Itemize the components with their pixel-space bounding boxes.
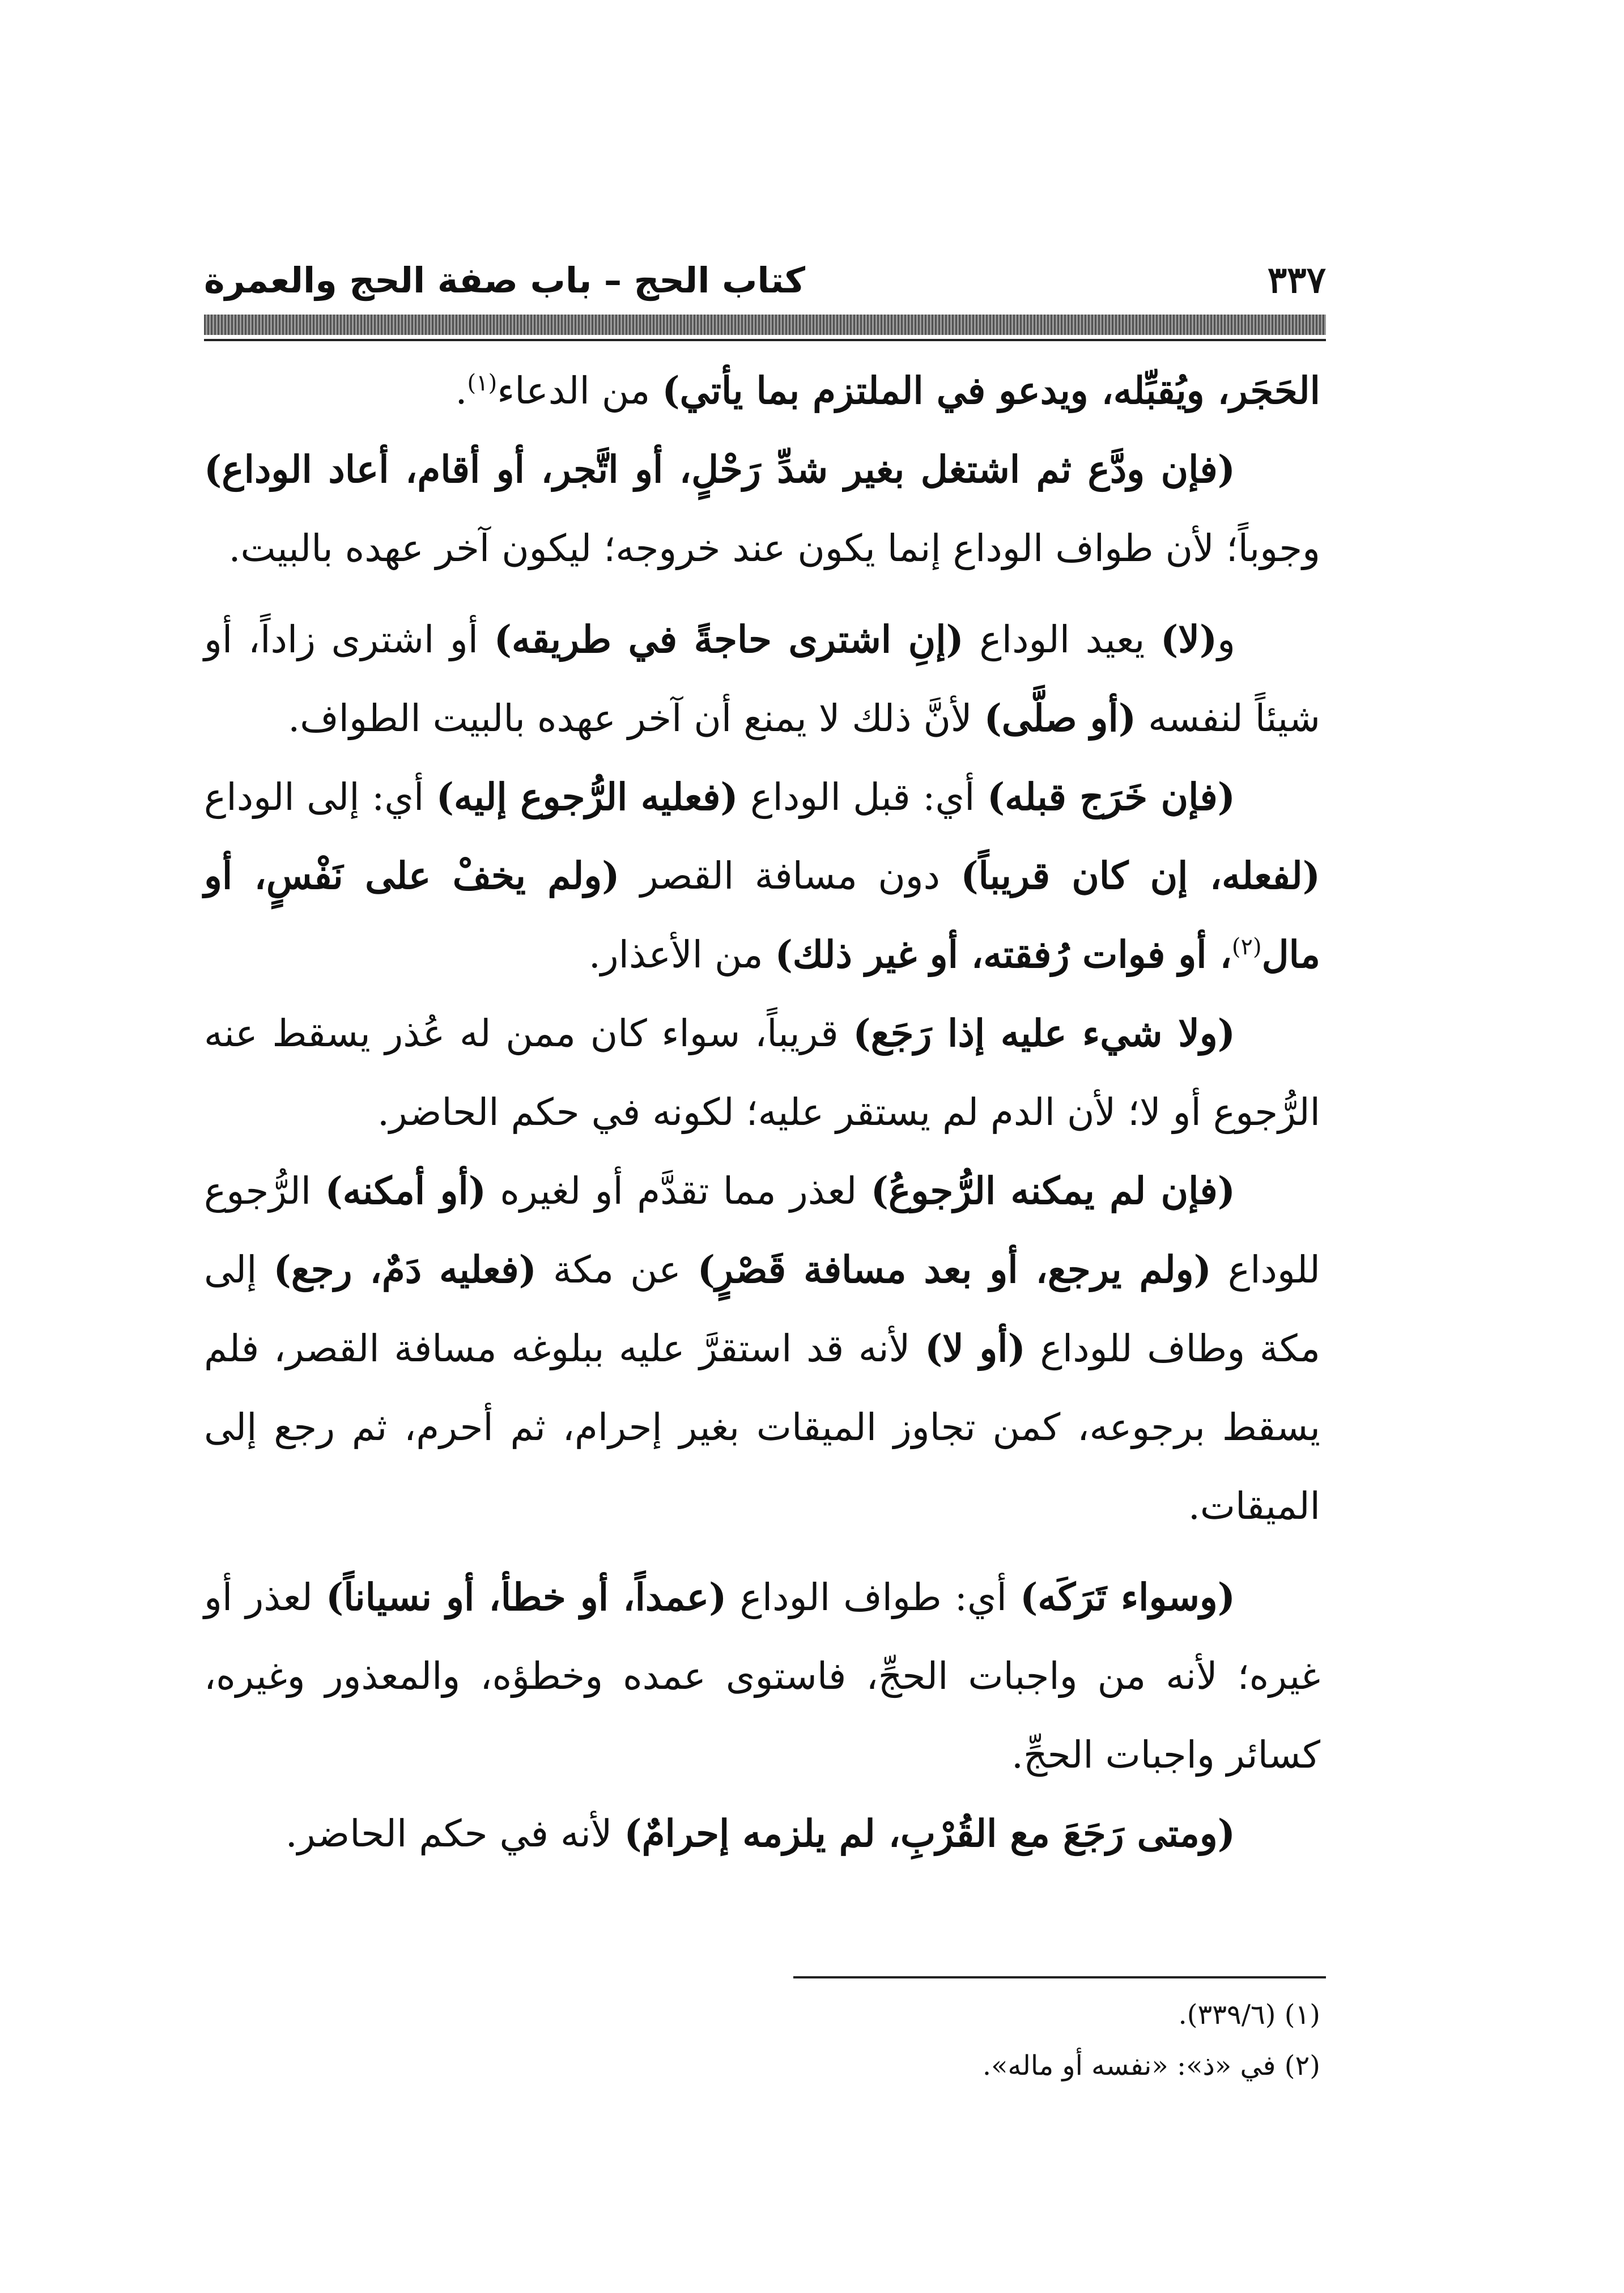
header-rule-line [204,339,1326,341]
sharh-text: إلى مكة وطاف للوداع [204,1248,1320,1370]
running-title: كتاب الحج – باب صفة الحج والعمرة [204,260,806,301]
matn-text: (لفعله، إن كان قريباً) [960,853,1320,898]
footnote-ref: (٢) [1231,934,1262,960]
running-header [204,258,1326,303]
matn-text: الحَجَر، ويُقبِّله، ويدعو في الملتزم بما يأتي) [662,368,1320,413]
matn-text: (إنِ اشترى حاجةً في طريقه) [494,617,964,661]
matn-text: (فإن خَرَج قبله) [987,775,1236,819]
sharh-text: لأنَّ ذلك لا يمنع أن آخر عهده بالبيت الطواف. [288,697,984,740]
sharh-text: قريباً، سواء كان ممن له عُذر يسقط عنه الرُّجوع أو لا؛ لأن الدم لم يستقر عليه؛ لكونه في حكم الحاضر. [204,1012,1320,1134]
sharh-text: من الدعاء [497,369,662,413]
footnote-separator [793,1976,1326,1978]
sharh-text: الرُّجوع للوداع [204,1169,1320,1292]
paragraph [204,758,1320,994]
matn-text: (ولا شيء عليه إذا رَجَع) [853,1011,1235,1055]
paragraph [204,430,1320,588]
matn-text: (ولم يرجع، أو بعد مسافة قَصْرٍ) [697,1247,1211,1292]
matn-text: (فإن ودَّع ثم اشتغل بغير شدِّ رَحْلٍ، أو اتَّجر، أو أقام، أعاد الوداع) [204,447,1235,491]
sharh-text: أي: إلى الوداع [204,775,436,819]
matn-text: (لا) [1160,617,1218,661]
paragraph [204,1558,1320,1794]
matn-text: (أو صلَّى) [984,696,1137,740]
sharh-text: دون مسافة القصر [619,854,961,898]
sharh-text: و [1217,618,1236,661]
matn-text: (فإن لم يمكنه الرُّجوعُ) [870,1169,1235,1213]
paragraph [204,351,1320,430]
matn-text: (أو لا) [924,1326,1026,1370]
paragraph-gap [204,1545,1320,1558]
footnote-2: (٢) في «ذ»: «نفسه أو ماله». [982,2050,1320,2082]
sharh-text: أي: قبل الوداع [738,775,987,819]
matn-text: (ومتى رَجَعَ مع القُرْبِ، لم يلزمه إحرامٌ) [624,1811,1235,1855]
page-number: ٣٣٧ [1267,259,1326,302]
footnote-ref: (١) [467,370,498,396]
matn-text: (فعليه دَمٌ، رجع) [273,1247,537,1292]
sharh-text: أو اشترى زاداً، أو شيئاً لنفسه [204,618,1320,740]
sharh-text: يعيد الوداع [963,618,1161,661]
paragraph [204,1152,1320,1545]
matn-text: (عمداً، أو خطأ، أو نسياناً) [325,1575,727,1619]
sharh-text: عن مكة [536,1248,698,1292]
main-text [204,351,1320,1873]
header-decorative-rule [204,315,1326,335]
sharh-text: لعذر أو غيره؛ لأنه من واجبات الحجِّ، فاستوى عمده وخطؤه، والمعذور وغيره، كسائر واجبات الحجِّ. [204,1576,1320,1777]
matn-text: (فعليه الرُّجوع إليه) [436,775,738,819]
paragraph [204,600,1320,758]
paragraph-gap [204,588,1320,600]
footnotes [204,1989,1320,2091]
sharh-text: لأنه قد استقرَّ عليه ببلوغه مسافة القصر، فلم يسقط برجوعه، كمن تجاوز الميقات بغير إحرام، ثم أحرم، ثم رجع إلى الميقات. [204,1327,1321,1528]
matn-text: (ولم يخفْ على نَفْسٍ، أو مال [204,853,1320,976]
sharh-text: أي: طواف الوداع [726,1576,1021,1619]
matn-text: (وسواء تَرَكَه) [1020,1575,1235,1619]
sharh-text: وجوباً؛ لأن طواف الوداع إنما يكون عند خروجه؛ ليكون آخر عهده بالبيت. [228,526,1320,570]
sharh-text: . [455,369,467,413]
matn-text: (أو أمكنه) [325,1169,487,1213]
sharh-text: لأنه في حكم الحاضر. [285,1812,624,1855]
sharh-text: من الأعذار. [588,933,775,976]
paragraph [204,1794,1320,1873]
matn-text: ، أو فوات رُفقته، أو غير ذلك) [775,932,1232,976]
footnote-1: (١) (٣٣٩/٦). [1178,1999,1320,2031]
sharh-text: لعذر مما تقدَّم أو لغيره [486,1169,871,1213]
paragraph [204,994,1320,1152]
